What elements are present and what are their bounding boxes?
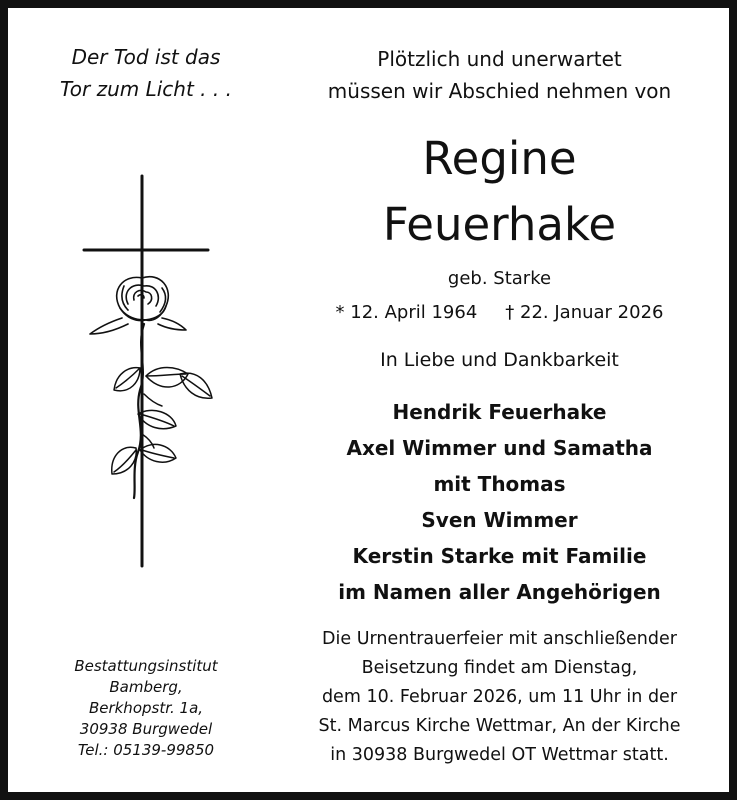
last-name: Feuerhake [382, 198, 617, 251]
service-line: dem 10. Februar 2026, um 11 Uhr in der [321, 687, 678, 707]
right-column [276, 8, 723, 792]
mourner-line: Axel Wimmer und Samatha [346, 436, 653, 460]
mourner-line: Kerstin Starke mit Familie [352, 544, 647, 568]
deceased-name [276, 126, 723, 258]
quote [16, 41, 276, 105]
service-line: Die Urnentrauerfeier mit anschließender [322, 629, 677, 649]
funeral-home-line: Berkhopstr. 1a, [88, 699, 204, 717]
funeral-home-line: 30938 Burgwedel [79, 720, 213, 738]
gratitude-line: In Liebe und Dankbarkeit [380, 349, 619, 371]
service-line: Beisetzung findet am Dienstag, [361, 658, 638, 678]
mourner-line: Hendrik Feuerhake [392, 400, 607, 424]
intro-text [276, 43, 723, 107]
intro-line: Plötzlich und unerwartet [377, 47, 622, 71]
life-dates [276, 298, 723, 328]
funeral-home-contact [16, 656, 276, 761]
quote-line: Tor zum Licht . . . [60, 77, 232, 101]
intro-line: müssen wir Abschied nehmen von [327, 79, 672, 103]
quote-line: Der Tod ist das [71, 45, 221, 69]
mourner-line: mit Thomas [433, 472, 566, 496]
first-name: Regine [422, 132, 577, 185]
mourners-list [276, 394, 723, 610]
service-info [276, 625, 723, 770]
service-line: St. Marcus Kirche Wettmar, An der Kirche [318, 716, 681, 736]
funeral-home-line: Tel.: 05139-99850 [77, 741, 215, 759]
service-line: in 30938 Burgwedel OT Wettmar statt. [330, 745, 669, 765]
maiden-name: geb. Starke [447, 268, 552, 289]
funeral-home-line: Bestattungsinstitut [74, 657, 218, 675]
funeral-home-line: Bamberg, [109, 678, 183, 696]
mourner-line: im Namen aller Angehörigen [338, 580, 661, 604]
left-column [16, 8, 266, 792]
cross-with-rose-icon [76, 168, 216, 572]
birth-date: * 12. April 1964 [335, 302, 478, 323]
mourner-line: Sven Wimmer [421, 508, 578, 532]
death-date: † 22. Januar 2026 [505, 302, 664, 323]
